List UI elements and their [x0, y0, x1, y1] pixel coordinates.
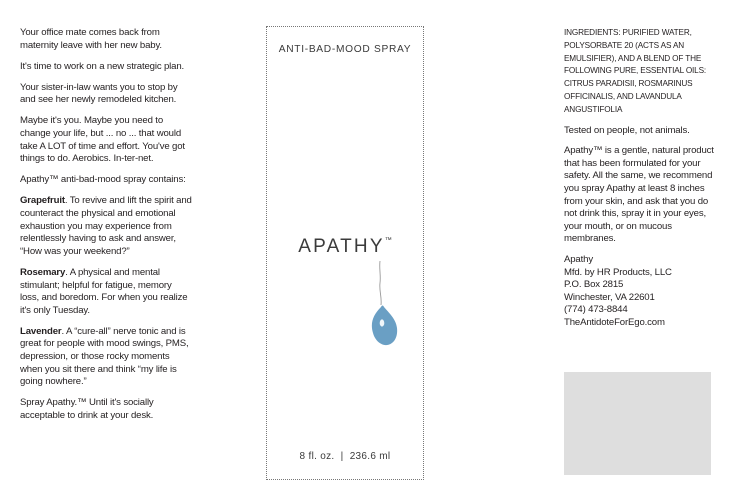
- grapefruit-paragraph: [20, 195, 192, 258]
- trademark-symbol: ™: [384, 236, 392, 244]
- address-line: Winchester, VA 22601: [564, 291, 655, 303]
- barcode-placeholder: [564, 372, 711, 475]
- closing-paragraph: Spray Apathy.™ Until it's socially acceptable to drink at your desk.: [20, 397, 154, 421]
- brand-text: APATHY: [298, 236, 385, 257]
- testing-text: Tested on people, not animals.: [564, 124, 690, 136]
- lavender-paragraph: [20, 326, 192, 389]
- safety-description: Apathy™ is a gentle, natural product that has been formulated for your safety. All the same, we recommend you spray Apathy at least 8 inches from your skin, and ask that you do not drink this, spray it in your eyes, your mouth, or on mucous membranes.: [564, 145, 714, 245]
- brand-name: [267, 236, 423, 258]
- intro-paragraph-3: Your sister-in-law wants you to stop by and see her newly remodeled kitchen.: [20, 81, 178, 106]
- grapefruit-text: . To revive and lift the spirit and counteract the physical and emotional exhaustion you may experience from relentlessly having to ask and answer, “How was your weekend?”: [20, 195, 192, 257]
- address-line: (774) 473-8844: [564, 304, 628, 316]
- intro-paragraph-1: Your office mate comes back from maternity leave with her new baby.: [20, 27, 162, 51]
- address-line: TheAntidoteForEgo.com: [564, 316, 665, 328]
- lavender-name: Lavender: [20, 325, 62, 337]
- rosemary-paragraph: [20, 267, 192, 317]
- product-subtitle: ANTI-BAD-MOOD SPRAY: [278, 44, 412, 55]
- intro-paragraph-2: It's time to work on a new strategic plan.: [20, 60, 185, 72]
- grapefruit-name: Grapefruit: [20, 195, 65, 207]
- ingredients-text: INGREDIENTS: PURIFIED WATER, POLYSORBATE 20 (ACTS AS AN EMULSIFIER), AND A BLEND OF THE FOLLOWING PURE, ESSENTIAL OILS: CITRUS PARADISII, ROSMARINUS OFFICINALIS, AND LAVANDULA ANGUSTIFOLIA: [564, 28, 707, 114]
- address-line: Mfd. by HR Products, LLC: [564, 266, 672, 278]
- rosemary-name: Rosemary: [20, 266, 66, 278]
- right-panel: [564, 27, 714, 337]
- manufacturer-address: [564, 254, 714, 330]
- address-line: P.O. Box 2815: [564, 279, 624, 291]
- intro-paragraph-4: Maybe it's you. Maybe you need to change your life, but ... no ... that would take A LOT of time and effort. You've got things to do. Aerobics. In-ter-net.: [20, 115, 185, 165]
- balloon-drop-icon: [366, 261, 402, 351]
- address-line: Apathy: [564, 253, 593, 265]
- rosemary-text: . A physical and mental stimulant; helpful for fatigue, memory loss, and boredom. For when you realize it's only Tuesday.: [20, 266, 188, 316]
- front-label-panel: [266, 26, 424, 480]
- volume-label: 8 fl. oz. | 236.6 ml: [299, 451, 391, 462]
- left-panel: [20, 27, 192, 431]
- contains-heading: Apathy™ anti-bad-mood spray contains:: [20, 174, 186, 186]
- lavender-text: . A “cure-all” nerve tonic and is great for people with mood swings, PMS, depression, or those rocky moments when you sit there and think “my life is going nowhere.”: [20, 325, 189, 388]
